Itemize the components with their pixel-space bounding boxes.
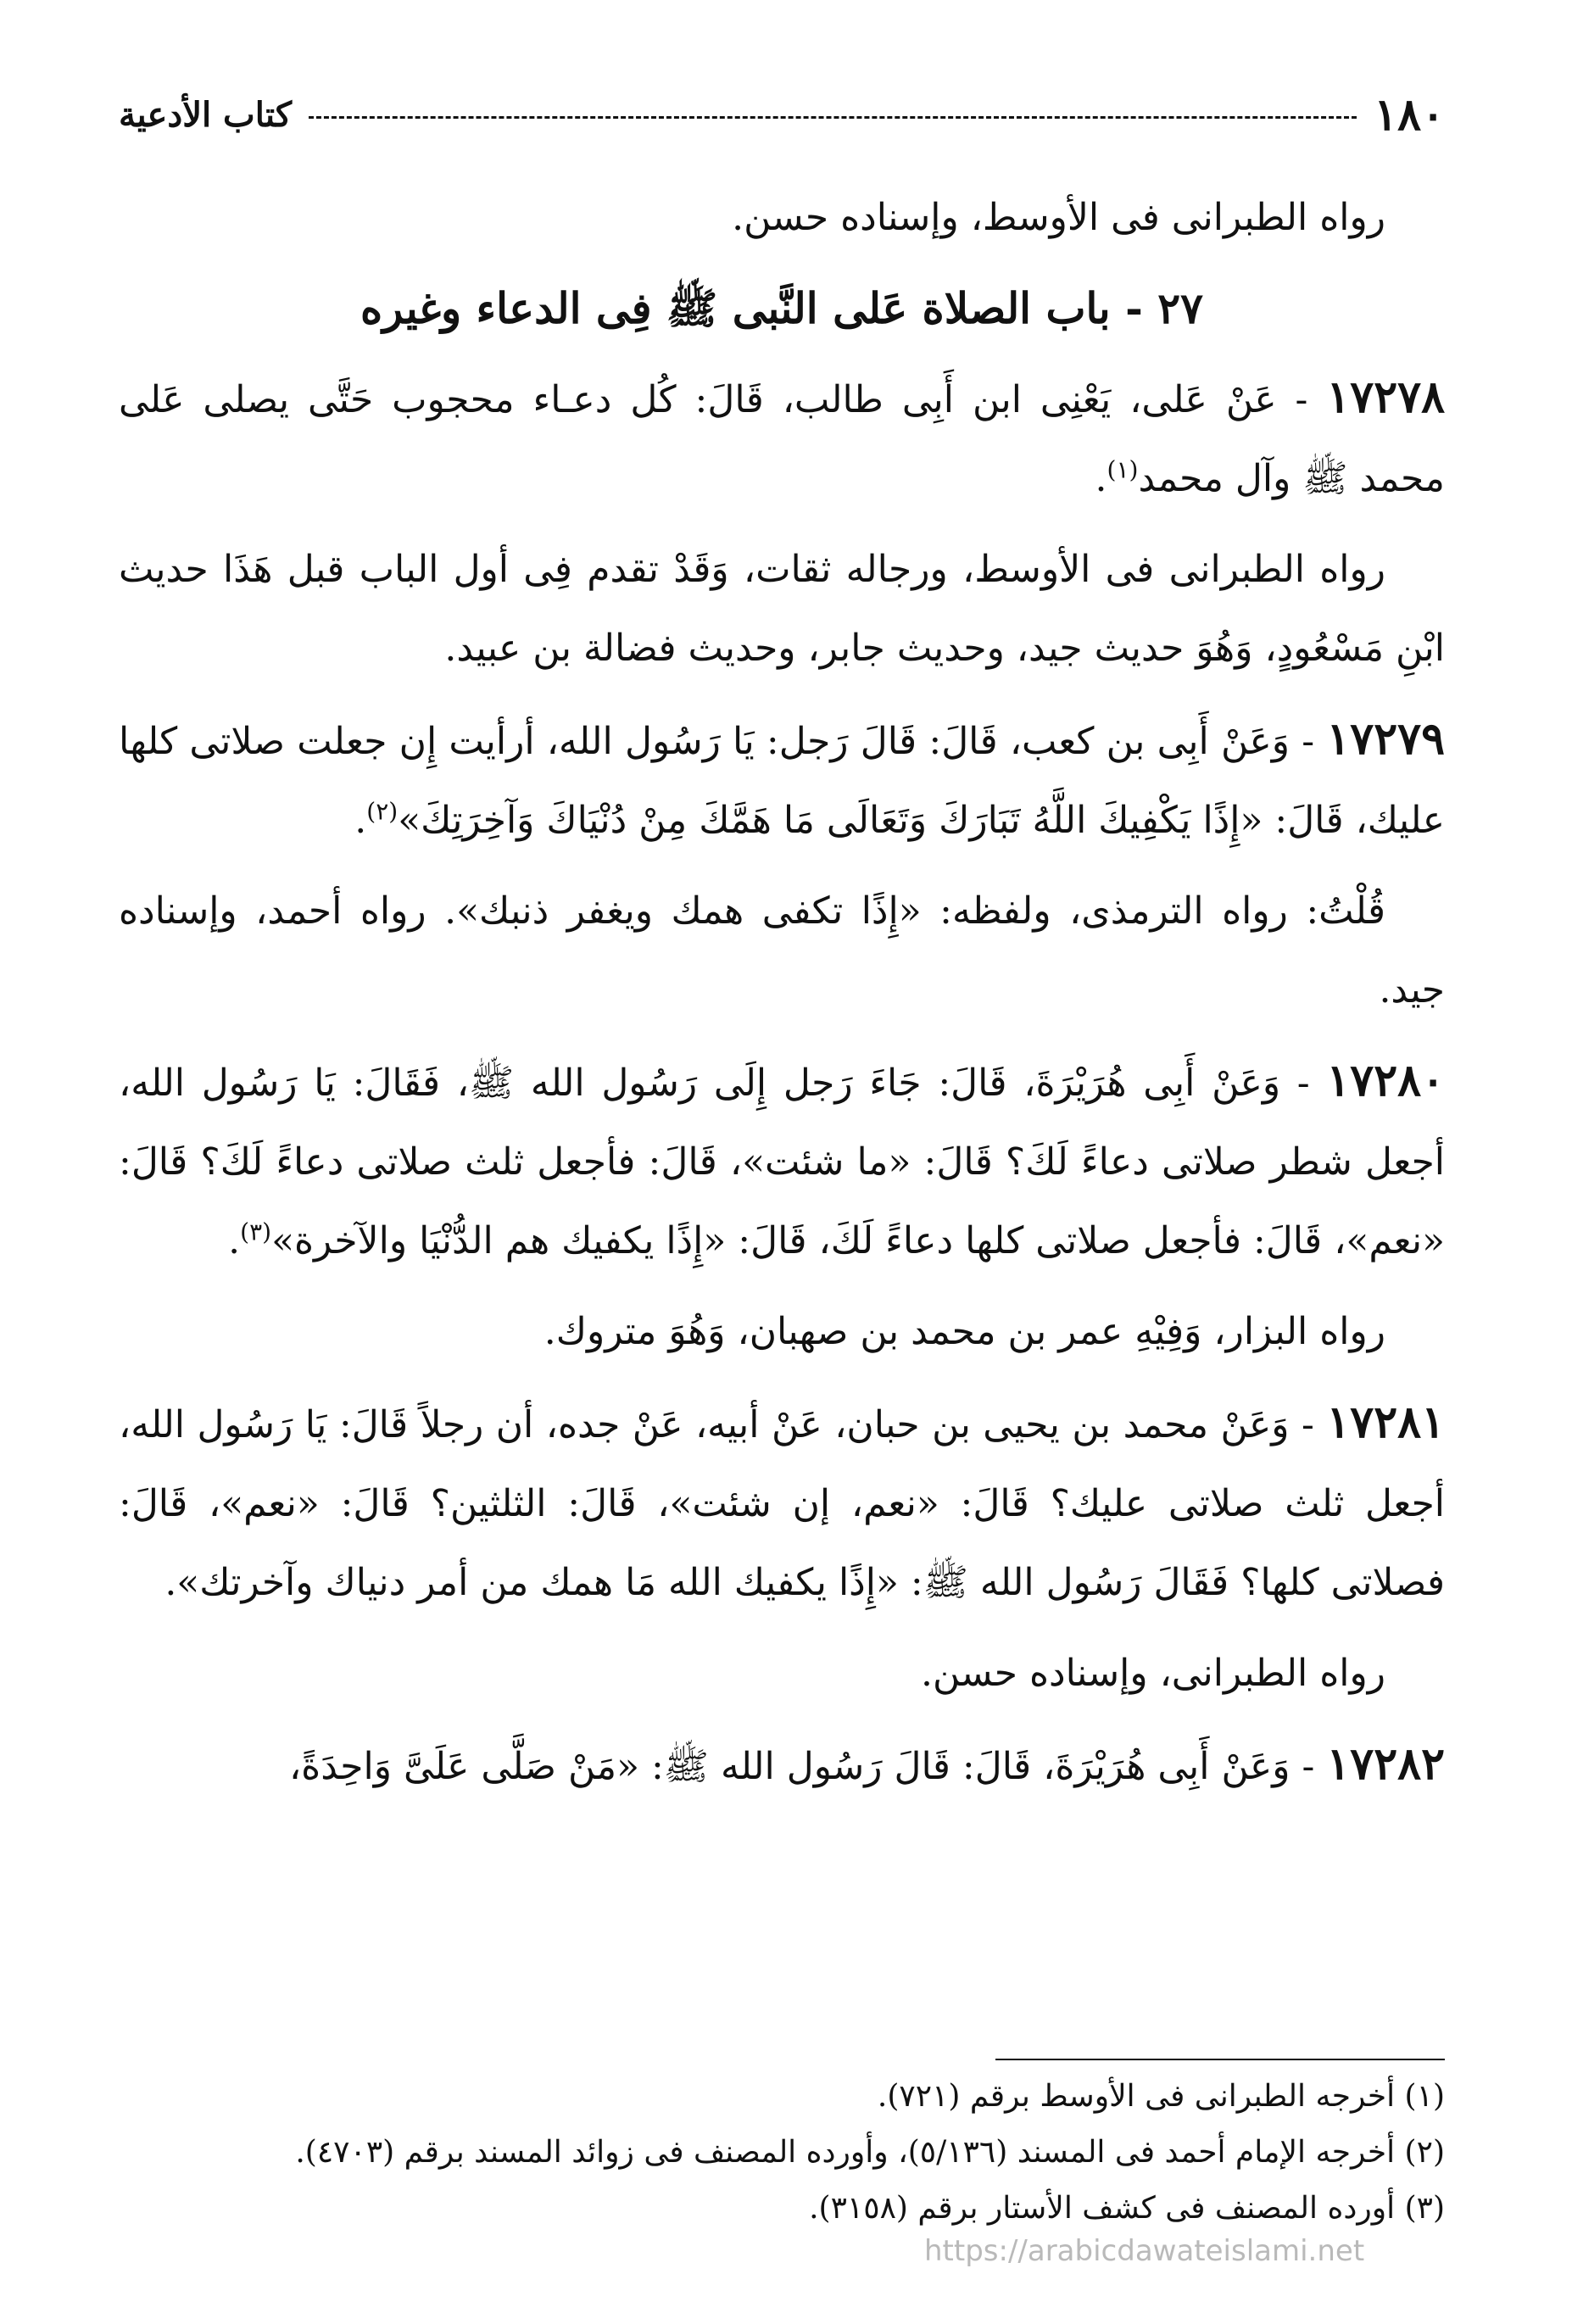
source-note <box>119 1634 1445 1713</box>
source-note-text: رواه الطبرانى، وإسناده حسن. <box>921 1652 1385 1695</box>
hadith-text: - وَعَنْ محمد بن يحيى بن حبان، عَنْ أبيه، عَنْ جده، أن رجلاً قَالَ: يَا رَسُول الله، أجعل ثلث صلاتى عليك؟ قَالَ: «نعم، إن شئت»، قَالَ: الثلثين؟ قَالَ: «نعم»، قَالَ: فصلاتى كلها؟ فَقَالَ رَسُول الله ﷺ: «إِذًا يكفيك الله مَا همك من أمر دنياك وآخرتك». <box>119 1403 1445 1604</box>
source-note <box>119 530 1445 688</box>
watermark-url: https://arabicdawateislami.net <box>924 2234 1365 2268</box>
footnote-marker: (١) <box>1107 455 1139 484</box>
main-text <box>119 178 1445 1818</box>
hadith-number: ١٧٢٧٨ <box>1326 371 1445 423</box>
source-note-text: رواه الطبرانى فى الأوسط، وإسناده حسن. <box>732 196 1385 239</box>
hadith-text: - وَعَنْ أَبِى هُرَيْرَةَ، قَالَ: جَاءَ رَجل إِلَى رَسُول الله ﷺ، فَقَالَ: يَا رَسُول الله، أجعل شطر صلاتى دعاءً لَكَ؟ قَالَ: «ما شئت»، قَالَ: فأجعل ثلث صلاتى دعاءً لَكَ؟ قَالَ: «نعم»، قَالَ: فأجعل صلاتى كلها دعاءً لَكَ، قَالَ: «إِذًا يكفيك هم الدُّنْيَا والآخرة» <box>119 1062 1445 1262</box>
source-note-text: رواه الطبرانى فى الأوسط، ورجاله ثقات، وَقَدْ تقدم فِى أول الباب قبل هَذَا حديث ابْنِ مَسْعُودٍ، وَهُوَ حديث جيد، وحديث جابر، وحديث فضالة بن عبيد. <box>119 548 1445 670</box>
source-note <box>119 872 1445 1029</box>
book-title: كتاب الأدعية <box>119 94 293 135</box>
hadith-number: ١٧٢٨٢ <box>1326 1738 1445 1790</box>
header-rule <box>309 116 1357 119</box>
hadith-number: ١٧٢٧٩ <box>1326 713 1445 765</box>
hadith-entry <box>119 358 1445 518</box>
page-header <box>119 85 1445 144</box>
hadith-tail: . <box>354 799 367 842</box>
footnote: (٣) أورده المصنف فى كشف الأستار برقم (٣١٥٨). <box>809 2191 1445 2226</box>
footnote-divider <box>995 2059 1445 2060</box>
hadith-tail: . <box>1095 457 1107 500</box>
footnote-marker: (٢) <box>366 797 399 826</box>
hadith-number: ١٧٢٨٠ <box>1326 1055 1445 1106</box>
hadith-entry <box>119 1725 1445 1806</box>
hadith-number: ١٧٢٨١ <box>1326 1396 1445 1448</box>
source-note <box>119 178 1445 257</box>
footnote: (٢) أخرجه الإمام أحمد فى المسند (٥/١٣٦)، وأورده المصنف فى زوائد المسند برقم (٤٧٠٣). <box>295 2135 1445 2170</box>
hadith-text: - وَعَنْ أَبِى بن كعب، قَالَ: قَالَ رَجل: يَا رَسُول الله، أرأيت إِن جعلت صلاتى كلها عليك، قَالَ: «إِذًا يَكْفِيكَ اللَّهُ تَبَارَكَ وَتَعَالَى مَا هَمَّكَ مِنْ دُنْيَاكَ وَآخِرَتِكَ» <box>119 720 1445 842</box>
footnote-marker: (٣) <box>240 1218 272 1246</box>
page-number: ١٨٠ <box>1374 88 1445 141</box>
hadith-tail: . <box>228 1219 241 1262</box>
chapter-heading-text: ٢٧ - باب الصلاة عَلى النَّبى ﷺ فِى الدعاء وغيره <box>360 283 1203 333</box>
footnotes <box>119 2069 1445 2237</box>
source-note <box>119 1292 1445 1371</box>
source-note-text: قُلْتُ: رواه الترمذى، ولفظه: «إِذًا تكفى همك ويغفر ذنبك». رواه أحمد، وإسناده جيد. <box>119 889 1445 1012</box>
hadith-entry <box>119 699 1445 860</box>
chapter-heading <box>119 269 1445 348</box>
footnote: (١) أخرجه الطبرانى فى الأوسط برقم (٧٢١). <box>877 2079 1445 2114</box>
hadith-text: - عَنْ عَلى، يَعْنِى ابن أَبِى طالب، قَالَ: كُل دعـاء محجوب حَتَّى يصلى عَلى محمد ﷺ وآل محمد <box>119 378 1445 500</box>
hadith-text: - وَعَنْ أَبِى هُرَيْرَةَ، قَالَ: قَالَ رَسُول الله ﷺ: «مَنْ صَلَّى عَلَىَّ وَاحِدَةً، <box>288 1745 1327 1788</box>
hadith-entry <box>119 1383 1445 1622</box>
source-note-text: رواه البزار، وَفِيْهِ عمر بن محمد بن صهبان، وَهُوَ متروك. <box>544 1310 1385 1353</box>
hadith-entry <box>119 1041 1445 1280</box>
